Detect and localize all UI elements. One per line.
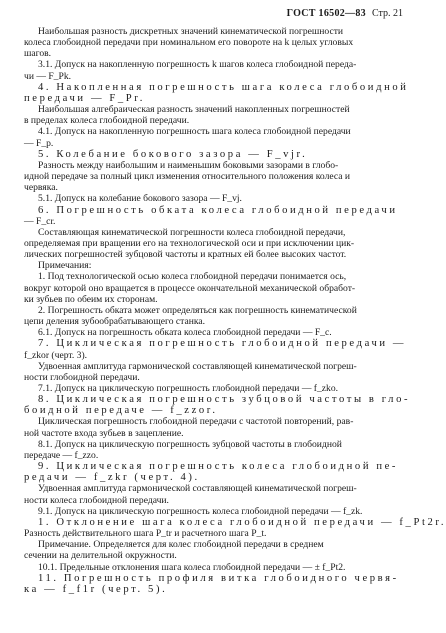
text-line: ной частоте входа зубьев в зацепление. [24, 427, 184, 439]
text-line: Наибольшая алгебраическая разность значений накопленных погрешностей [38, 104, 350, 116]
text-line: ка — f_f1r (черт. 5). [24, 583, 168, 595]
text-line: 7. Циклическая погрешность глобоидной передачи — [38, 338, 407, 350]
text-line: Разность между наибольшим и наименьшим боковыми зазорами в глобо- [38, 159, 339, 171]
text-line: 4. Накопленная погрешность шага колеса глобоидной [38, 81, 409, 93]
text-line: Удвоенная амплитуда гармонической составляющей кинематической погреш- [38, 360, 357, 372]
text-line: f_zkor (черт. 3). [24, 349, 88, 361]
text-line: 5.1. Допуск на колебание бокового зазора — F_vj. [38, 193, 242, 205]
text-line: 4.1. Допуск на накопленную погрешность шага колеса глобоидной передачи [38, 126, 351, 138]
text-line: 6.1. Допуск на погрешность обката колеса глобоидной передачи — F_c. [38, 327, 332, 339]
text-line: сечении на делительной окружности. [24, 550, 177, 562]
text-line: 8. Циклическая погрешность зубцовой частоты в гло- [38, 394, 411, 406]
text-line: 2. Погрешность обката может определяться как погрешность кинематической [38, 304, 357, 316]
text-line: чи — F_Pk. [24, 70, 72, 82]
body-text [24, 26, 446, 595]
text-line: Составляющая кинематической погрешности колеса глобоидной передачи, [38, 226, 346, 238]
text-line: червяка. [24, 182, 58, 194]
text-line: ки зубьев по обеим их сторонам. [24, 293, 158, 305]
text-line: 9. Циклическая погрешность колеса глобоидной пе- [38, 461, 399, 473]
text-line: в пределах колеса глобоидной передачи. [24, 115, 190, 127]
text-line: — F_p. [24, 137, 54, 149]
text-line: 10.1. Предельные отклонения шага колеса глобоидной передачи — ± f_Pt2. [38, 561, 346, 573]
text-line: вокруг которой оно вращается в процессе окончательной механической обработ- [24, 282, 356, 294]
text-line: колеса глобоидной передачи при номинальном его повороте на k целых угловых [24, 37, 354, 49]
standard-number: ГОСТ 16502—83 [286, 8, 366, 19]
text-line: цепи деления зубообрабатывающего станка. [24, 316, 206, 328]
text-line: определяемая при вращении его на технологической оси и при исключении цик- [24, 237, 355, 249]
text-line: Примечание. Определяется для колес глобоидной передачи в среднем [38, 539, 324, 551]
text-line: — F_cr. [24, 215, 56, 227]
text-line: 6. Погрешность обката колеса глобоидной передачи [38, 204, 398, 216]
text-line: идной передаче за полный цикл изменения относительного положения колеса и [24, 171, 351, 183]
text-line: ности глобоидной передачи. [24, 371, 140, 383]
text-line: Примечания: [38, 260, 92, 272]
page-number: Стр. 21 [371, 8, 403, 19]
text-line: Удвоенная амплитуда гармонической составляющей кинематической погреш- [38, 483, 357, 495]
text-line: 11. Погрешность профиля витка глобоидного червя- [38, 572, 399, 584]
text-line: лических погрешностей зубцовой частоты и кратных ей более высоких частот. [24, 249, 347, 261]
page-header [24, 8, 403, 22]
text-line: 5. Колебание бокового зазора — F_vjr. [38, 148, 308, 160]
text-line: ности колеса глобоидной передачи. [24, 494, 169, 506]
text-line: Наибольшая разность дискретных значений кинематической погрешности [38, 26, 344, 37]
text-line: передачи — F_Pr. [24, 92, 146, 104]
text-line: шагов. [24, 48, 52, 60]
text-line: 7.1. Допуск на циклическую погрешность глобоидной передачи — f_zko. [38, 383, 339, 394]
text-line: 9.1. Допуск на циклическую погрешность колеса глобоидной передачи — f_zk. [38, 505, 363, 517]
text-line: 8.1. Допуск на циклическую погрешность зубцовой частоты в глобоидной [38, 438, 342, 450]
text-line: передаче — f_zzo. [24, 449, 99, 461]
text-line: редачи — f_zkr (черт. 4). [24, 472, 200, 484]
text-line: 1. Под технологической осью колеса глобоидной передачи понимается ось, [38, 271, 347, 283]
text-line: боидной передаче — f_zzor. [24, 405, 218, 417]
text-line: 3.1. Допуск на накопленную погрешность k шагов колеса глобоидной переда- [38, 59, 357, 71]
text-line: Циклическая погрешность глобоидной передачи с частотой повторений, рав- [38, 416, 354, 428]
text-line: Разность действительного шага P_tr и расчетного шага P_t. [24, 528, 267, 540]
text-line: 1. Отклонение шага колеса глобоидной передачи — f_Pt2r. [38, 516, 446, 528]
